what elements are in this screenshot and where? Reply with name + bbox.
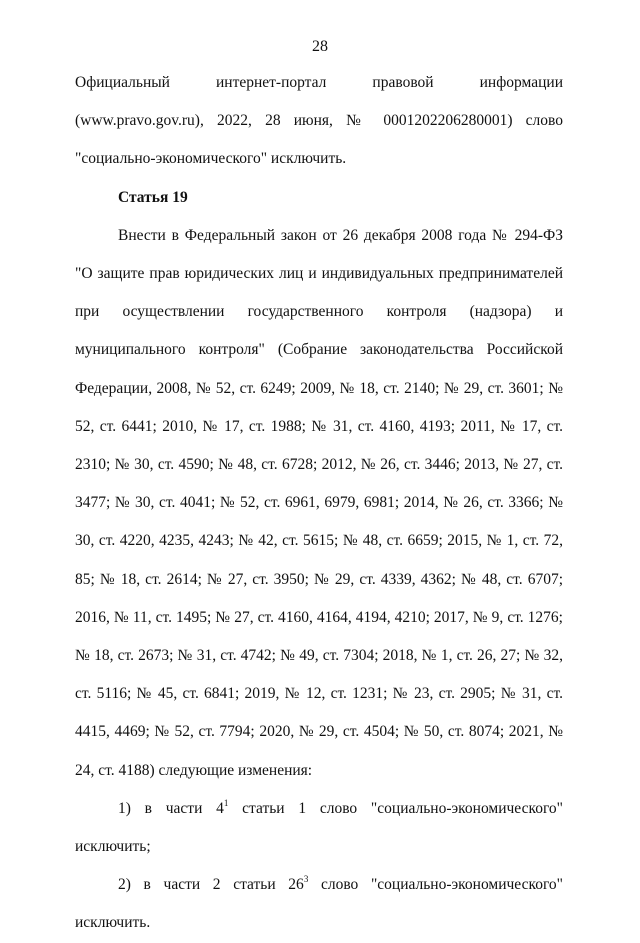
document-body (75, 64, 563, 943)
article-intro-paragraph: Внести в Федеральный закон от 26 декабря 2008 года № 294-ФЗ "О защите прав юридических лиц и индивидуальных предпринимателей при осуществлении государственного контроля (надзора) и муниципального контроля" (Собрание законодательства Российской Федерации, 2008, № 52, ст. 6249; 2009, № 18, ст. 2140; № 29, ст. 3601; № 52, ст. 6441; 2010, № 17, ст. 1988; № 31, ст. 4160, 4193; 2011, № 17, ст. 2310; № 30, ст. 4590; № 48, ст. 6728; 2012, № 26, ст. 3446; 2013, № 27, ст. 3477; № 30, ст. 4041; № 52, ст. 6961, 6979, 6981; 2014, № 26, ст. 3366; № 30, ст. 4220, 4235, 4243; № 42, ст. 5615; № 48, ст. 6659; 2015, № 1, ст. 72, 85; № 18, ст. 2614; № 27, ст. 3950; № 29, ст. 4339, 4362; № 48, ст. 6707; 2016, № 11, ст. 1495; № 27, ст. 4160, 4164, 4194, 4210; 2017, № 9, ст. 1276; № 18, ст. 2673; № 31, ст. 4742; № 49, ст. 7304; 2018, № 1, ст. 26, 27; № 32, ст. 5116; № 45, ст. 6841; 2019, № 12, ст. 1231; № 23, ст. 2905; № 31, ст. 4415, 4469; № 52, ст. 7794; 2020, № 29, ст. 4504; № 50, ст. 8074; 2021, № 24, ст. 4188) следующие изменения: (75, 226, 563, 779)
item-2-text-before: 2) в части 2 статьи 26 (118, 876, 304, 894)
item-1-superscript: 1 (223, 797, 229, 808)
item-2-text-after: слово "социально-экономического" исключить. (75, 876, 563, 932)
item-1-text-after: статьи 1 слово "социально-экономического" исключить; (75, 799, 563, 856)
item-1-text-before: 1) в части 4 (118, 799, 224, 817)
amendment-item-1 (75, 790, 563, 866)
amendment-item-2 (75, 866, 563, 942)
item-2-superscript: 3 (303, 874, 309, 885)
page-number: 28 (312, 38, 328, 55)
article-heading: Статья 19 (118, 188, 188, 206)
continuation-paragraph: Официальный интернет-портал правовой информации (www.pravo.gov.ru), 2022, 28 июня, № 0001202206280001) слово "социально-экономического" исключить. (75, 74, 563, 168)
